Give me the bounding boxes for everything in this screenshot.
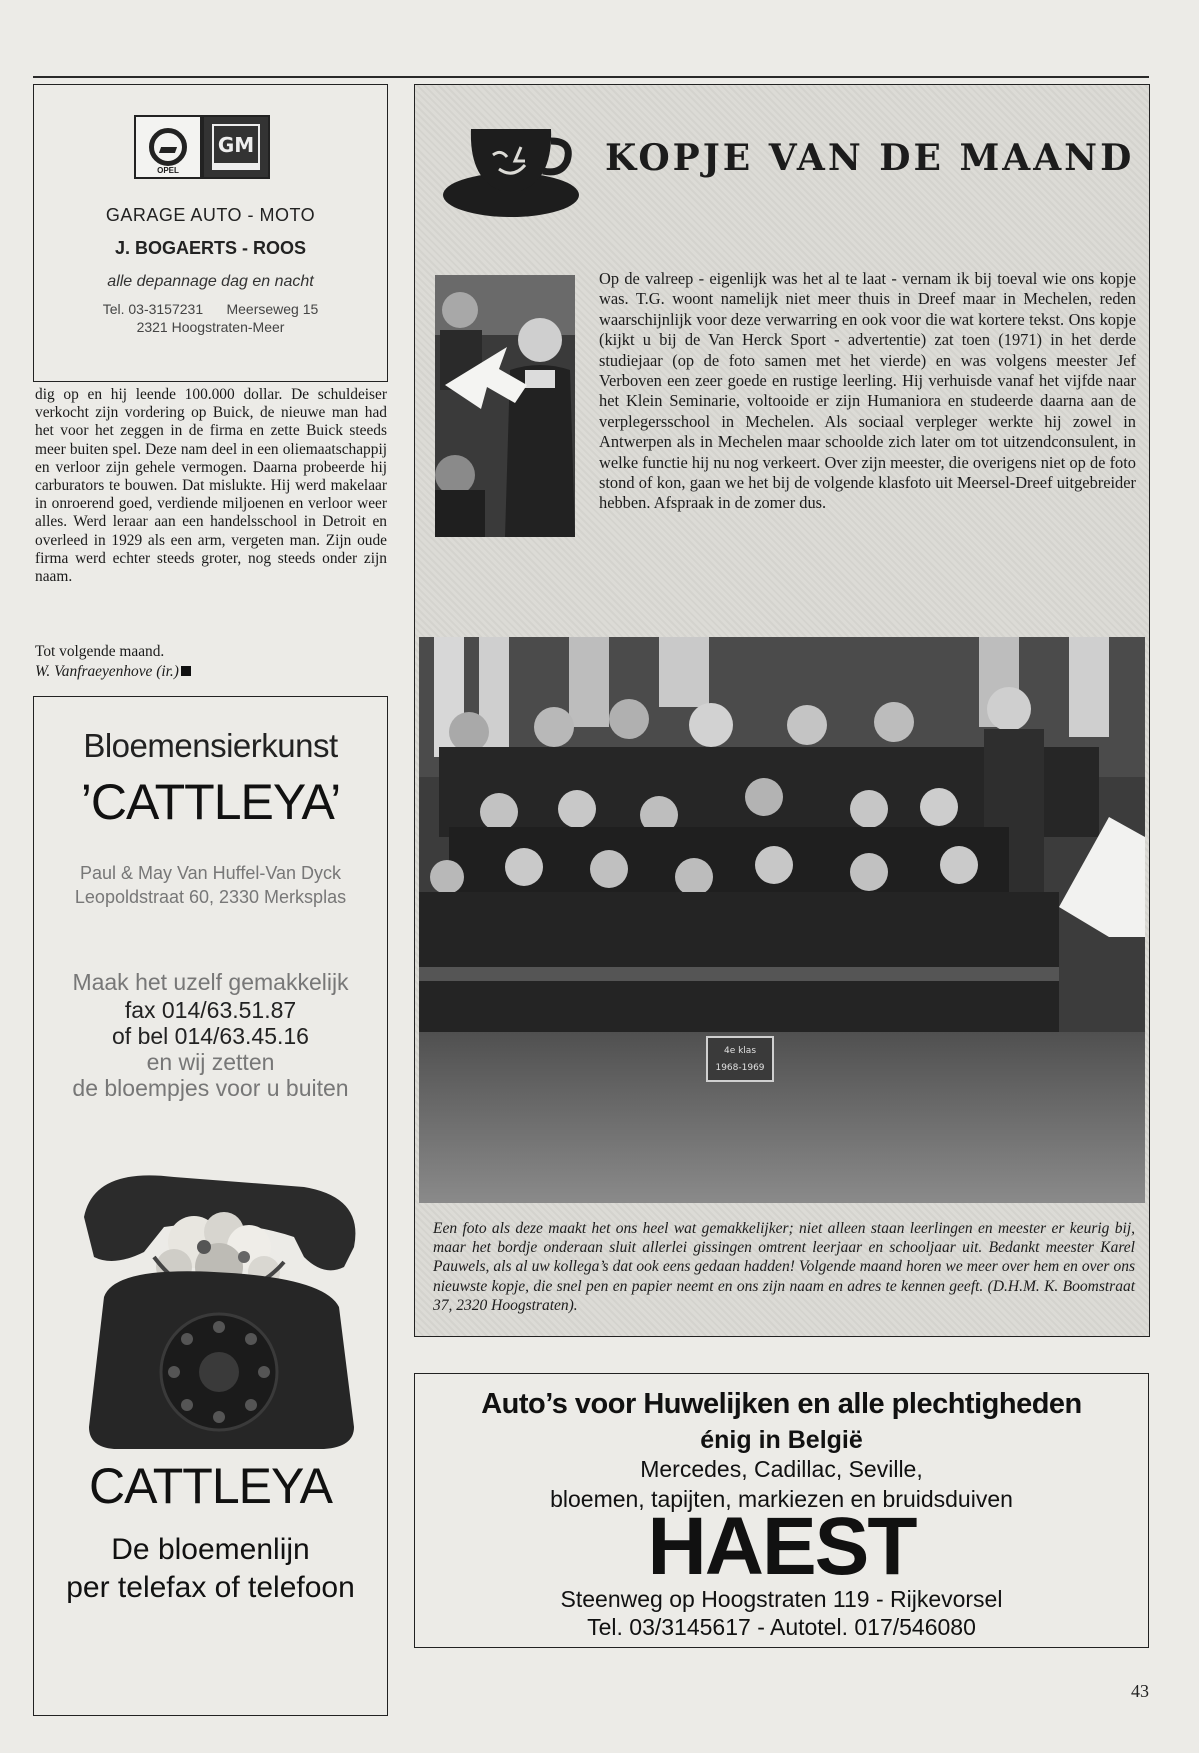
- haest-brand: HAEST: [647, 1501, 916, 1592]
- garage-contact: Tel. 03-3157231 Meerseweg 15: [102, 301, 319, 317]
- haest-unique: énig in België: [700, 1426, 863, 1454]
- garage-advertisement: [33, 84, 388, 382]
- top-rule: [33, 76, 1149, 78]
- opel-logo-text: OPEL: [157, 166, 179, 175]
- haest-advertisement: [414, 1373, 1149, 1648]
- class-photo-image: [419, 637, 1145, 1203]
- photo-sign-class: 4e klas: [723, 1046, 757, 1056]
- feature-title: KOPJE VAN DE MAAND: [605, 137, 1135, 179]
- end-mark-icon: [181, 666, 191, 676]
- telephone-with-flowers-icon: [54, 1147, 374, 1457]
- article-signature: [35, 663, 191, 681]
- cattleya-fax: fax 014/63.51.87: [124, 997, 297, 1023]
- coffee-cup-icon: [441, 109, 581, 219]
- garage-city: 2321 Hoogstraten-Meer: [136, 319, 285, 335]
- cattleya-advertisement: [33, 696, 388, 1716]
- kopje-van-de-maand-feature: [414, 84, 1150, 1337]
- haest-address: Steenweg op Hoogstraten 119 - Rijkevorsel: [560, 1586, 1003, 1612]
- cattleya-tagline: Maak het uzelf gemakkelijk: [72, 969, 349, 995]
- article-signoff: Tot volgende maand.: [35, 643, 165, 660]
- cattleya-slogan-2: per telefax of telefoon: [66, 1571, 355, 1604]
- class-photo: [419, 637, 1145, 1203]
- gm-logo-text: GM: [212, 124, 260, 170]
- opel-logo-icon: [134, 115, 202, 179]
- signature-text: W. Vanfraeyenhove (ir.): [35, 663, 179, 680]
- garage-heading: GARAGE AUTO - MOTO: [105, 205, 316, 225]
- article-text: dig op en hij leende 100.000 dollar. De schuldeiser verkocht zijn vordering op Buick, de nieuwe man had het voor het zeggen in de firma en zette Buick steeds meer buiten spel. Deze nam deel in een oliemaatschappij en verloor zijn gehele vermogen. Daarna probeerde hij carburators te bouwen. Dat mislukte. Hij werd makelaar in onroerend goed, verdiende miljoenen en verloor weer alles. Werd leraar aan een handelsschool in Detroit en overleed in 1929 als een arm, vergeten man. Zijn oude firma werd echter steeds groter, nog steeds onder zijn naam.: [35, 386, 387, 586]
- garage-service: alle depannage dag en nacht: [107, 273, 314, 290]
- portrait-photo-with-arrow: [435, 275, 575, 537]
- cattleya-address: Leopoldstraat 60, 2330 Merksplas: [74, 887, 347, 907]
- cattleya-owners: Paul & May Van Huffel-Van Dyck: [79, 863, 342, 883]
- photo-caption: Een foto als deze maakt het ons heel wat gemakkelijker; niet alleen staan leerlingen en meester er keurig bij, maar het bordje onderaan sluit allerlei gissingen omtrent leerjaar en schooljaar uit. Bedankt meester Karel Pauwels, als al uw kollega’s dat ook eens gedaan hadden! Volgende maand horen we meer over hem en over ons nieuwste kopje, die snel pen en papier neemt en ons zijn naam en adres te kennen geeft. (D.H.M. K. Boomstraat 37, 2320 Hoogstraten).: [433, 1220, 1135, 1314]
- gm-logo-icon: [202, 115, 270, 179]
- cattleya-name: ’CATTLEYA’: [80, 774, 341, 830]
- page-number: 43: [1131, 1681, 1149, 1701]
- brand-logos: [134, 115, 270, 179]
- haest-phone: Tel. 03/3145617 - Autotel. 017/546080: [587, 1614, 976, 1640]
- photo-sign-year: 1968-1969: [715, 1063, 765, 1073]
- cattleya-line-out: de bloempjes voor u buiten: [72, 1075, 349, 1101]
- haest-extras: bloemen, tapijten, markiezen en bruidsduiven: [550, 1486, 1013, 1512]
- cattleya-brand: CATTLEYA: [89, 1458, 332, 1514]
- feature-intro-text: Op de valreep - eigenlijk was het al te laat - vernam ik bij toeval wie ons kopje was. T.G. woont namelijk niet meer thuis in Dreef maar in Mechelen, reden waarschijnlijk voor deze verwarring en ook voor die wat kortere tekst. Ons kopje (kijkt u bij de Van Herck Sport - advertentie) zat toen (1971) in het derde studiejaar (op de foto samen met het vierde) en was volgens meester Jef Verboven een zeer goede en rustige leerling. Hij verhuisde vanaf het vijfde naar het Klein Seminarie, voltooide er zijn Humaniora en studeerde daarna aan de verplegersschool in Mechelen. Als sociaal verpleger werkte hij zowel in Antwerpen als in Mechelen maar schoolde zich later om tot uitzendconsulent, in welke functie hij nu nog verkeert. Over zijn meester, die overigens niet op de foto stond of kon, gaan we het bij de volgende klasfoto uit Meersel-Dreef uitgebreider hebben. Afspraak in de zomer dus.: [599, 269, 1136, 513]
- article-continuation: [35, 386, 387, 586]
- cattleya-phone: of bel 014/63.45.16: [112, 1023, 309, 1049]
- cattleya-heading: Bloemensierkunst: [83, 727, 338, 764]
- garage-owner: J. BOGAERTS - ROOS: [114, 238, 307, 258]
- haest-cars: Mercedes, Cadillac, Seville,: [640, 1456, 923, 1482]
- haest-headline: Auto’s voor Huwelijken en alle plechtigheden: [481, 1388, 1082, 1420]
- cattleya-line-put: en wij zetten: [146, 1049, 275, 1075]
- cattleya-slogan-1: De bloemenlijn: [111, 1533, 310, 1566]
